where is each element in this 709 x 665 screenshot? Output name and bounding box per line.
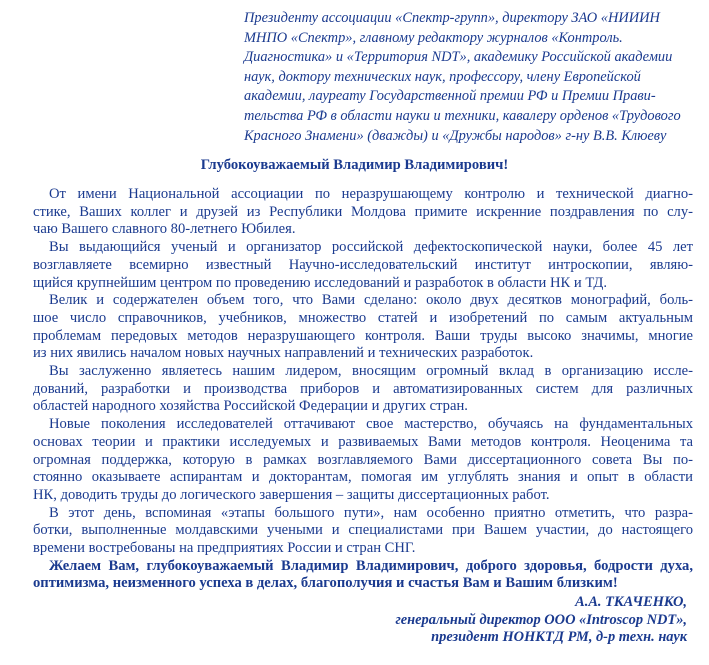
paragraph: [33, 363, 693, 416]
address-line: Президенту ассоциации «Спектр-групп», директору ЗАО «НИИИН: [244, 10, 660, 26]
paragraph-line: Велик и содержателен объем того, что Вами сделано: около двух десятков монографий, боль-: [49, 292, 693, 309]
paragraph-line: От имени Национальной ассоциации по неразрушающему контролю и технической диагно-: [49, 186, 693, 202]
paragraph-line: стике, Ваших коллег и друзей из Республики Молдова примите искренние поздравления по слу-: [33, 203, 693, 220]
paragraph-line: Новые поколения исследователей оттачивают свое мастерство, обучаясь на фундаментальных: [49, 416, 693, 433]
paragraph-line: НК, доводить труды до логического завершения – защиты диссертационных работ.: [33, 486, 550, 503]
address-line: тельства РФ в области науки и техники, кавалеру орденов «Трудового: [244, 107, 681, 124]
paragraph: [33, 239, 693, 292]
paragraph-line: областей народного хозяйства Российской Федерации и других стран.: [33, 398, 468, 415]
paragraph-line: щийся крупнейшим центром по проведению исследований и разработок в области НК и ТД.: [33, 274, 607, 291]
paragraph: [33, 416, 693, 505]
paragraph-line: Вы заслуженно являетесь нашим лидером, вносящим огромный вклад в организацию иссле-: [49, 363, 693, 380]
wish-paragraph: [33, 558, 693, 593]
wish-line: Желаем Вам, глубокоуважаемый Владимир Владимирович, доброго здоровья, бодрости духа,: [49, 557, 693, 574]
paragraph-line: стоянно оказываете аспирантам и докторантам, помогая им углублять знания и опыт в области: [33, 469, 693, 486]
paragraph-line: Вы выдающийся ученый и организатор российской дефектоскопической науки, более 45 лет: [49, 239, 693, 256]
paragraph-line: шое число справочников, учебников, множество статей и изобретений по самым актуальным: [33, 309, 693, 326]
address-line: МНПО «Спектр», главному редактору журналов «Контроль.: [244, 29, 623, 46]
address-line: Диагностика» и «Территория NDT», академику Российской академии: [244, 49, 673, 66]
signature-position: президент НОНКТД РМ, д-р техн. наук: [431, 629, 687, 646]
address-line: наук, доктору технических наук, профессору, члену Европейской: [244, 68, 641, 85]
paragraph: [33, 292, 693, 363]
paragraph-line: чаю Вашего славного 80-летнего Юбилея.: [33, 221, 296, 238]
letter-body: [33, 186, 693, 593]
paragraph-line: проблемам передовых методов неразрушающего контроля. Ваши труды высоко значимы, многие: [33, 327, 693, 344]
paragraph-line: возглавляете всемирно известный Научно-исследовательский институт интроскопии, являю-: [33, 256, 693, 273]
wish-line: оптимизма, неизменного успеха в делах, благополучия и счастья Вам и Вашим близким!: [33, 575, 618, 592]
paragraph: [33, 186, 693, 239]
signature-position: генеральный директор ООО «Introscop NDT»,: [395, 611, 687, 628]
address-line: Красного Знамени» (дважды) и «Дружбы народов» г-ну В.В. Клюеву: [244, 127, 667, 144]
paragraph-line: В этот день, вспоминая «этапы большого пути», нам особенно приятно отметить, что разра-: [49, 504, 693, 521]
address-line: академии, лауреату Государственной премии РФ и Премии Прави-: [244, 88, 656, 105]
paragraph-line: из них явились началом новых научных направлений и технических разработок.: [33, 345, 534, 362]
signature-block: [395, 594, 687, 647]
address-block: [244, 9, 696, 146]
paragraph-line: огромная поддержка, которую в рамках возглавляемого Вами диссертационного совета Вы по-: [33, 451, 693, 468]
paragraph-line: дований, разработки и производства приборов и автоматизированных систем для различных: [33, 380, 693, 397]
paragraph-line: времени востребованы на предприятиях России и стран СНГ.: [33, 540, 416, 557]
paragraph-line: основах теории и практики исследуемых и развиваемых Вами методов контроля. Неоценима та: [33, 433, 693, 450]
paragraph: [33, 505, 693, 558]
greeting-heading: Глубокоуважаемый Владимир Владимирович!: [200, 157, 509, 173]
paragraph-line: ботки, выполненные молдавскими учеными и специалистами при Вашем участии, до настоящего: [33, 522, 693, 539]
signature-name: А.А. ТКАЧЕНКО,: [575, 594, 687, 610]
